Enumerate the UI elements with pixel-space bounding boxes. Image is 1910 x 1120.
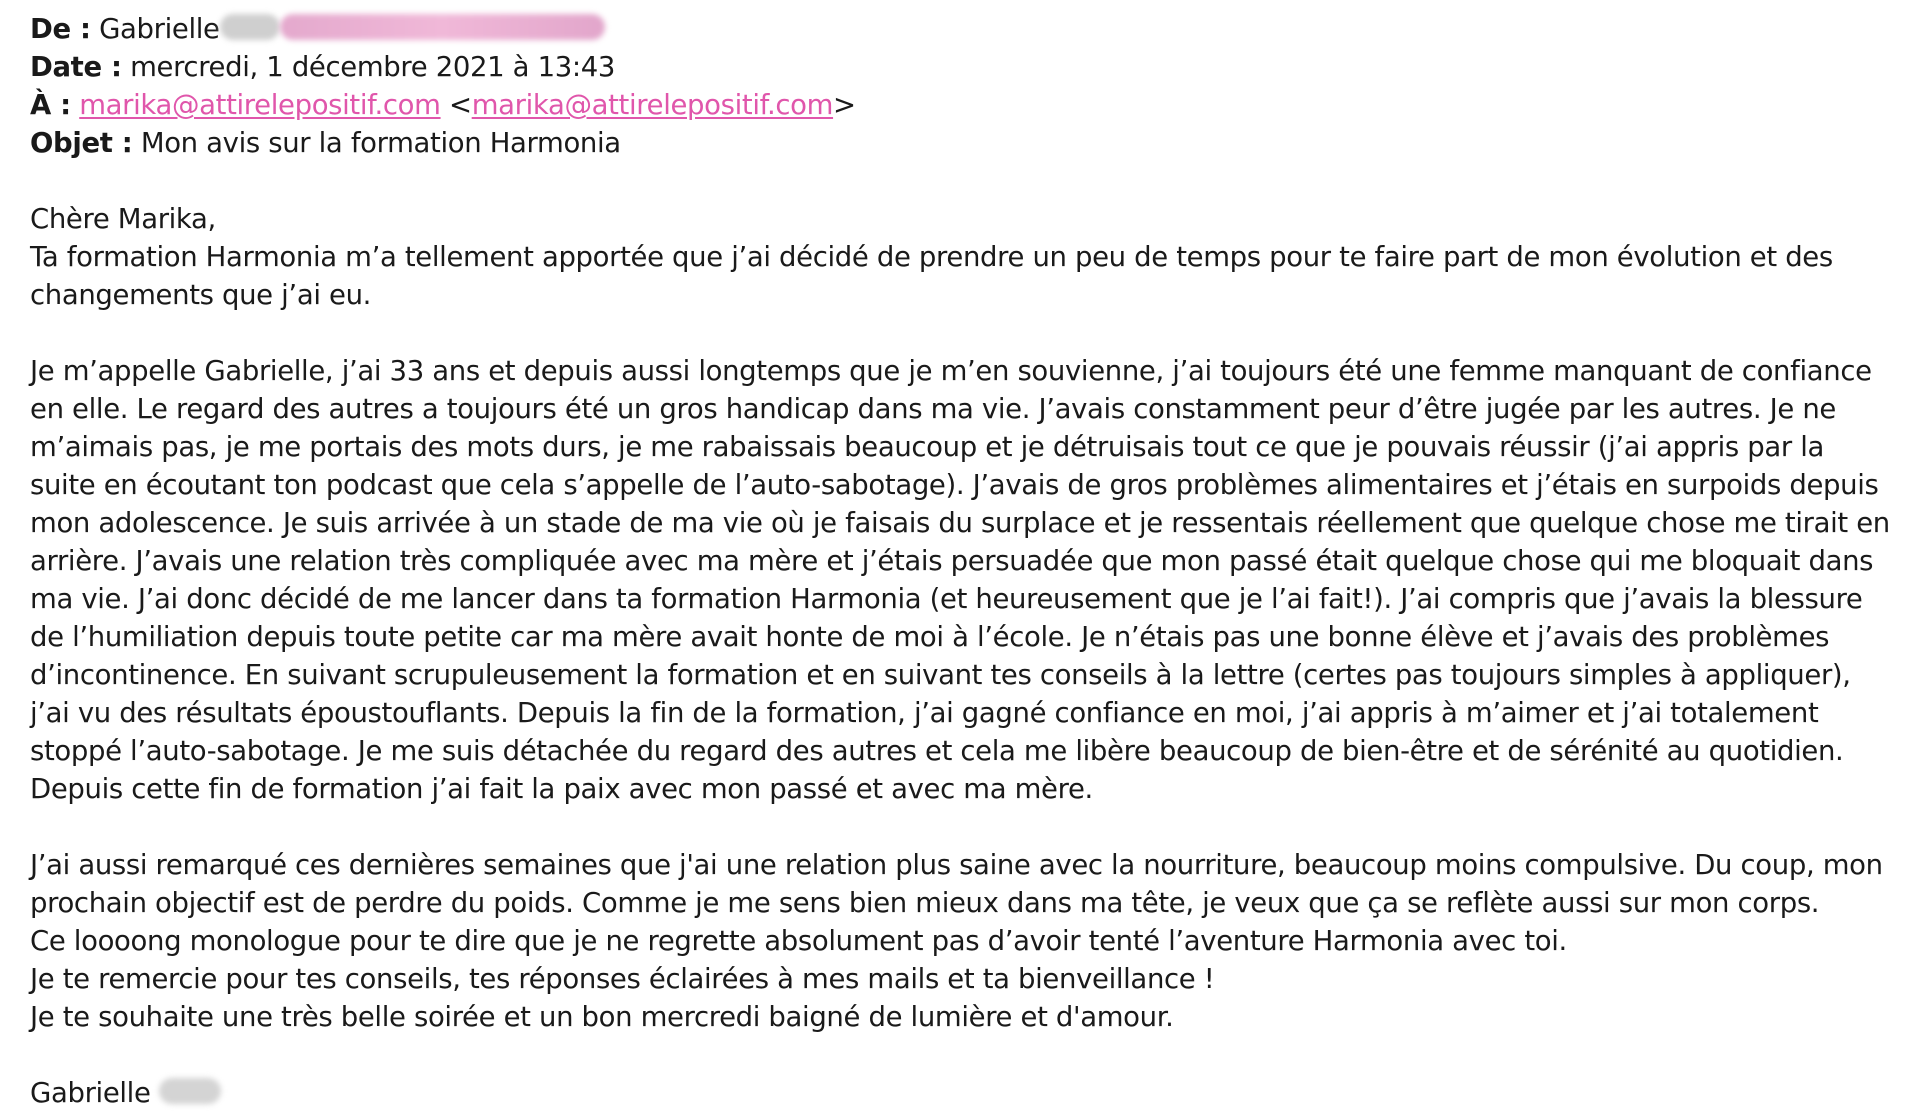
recipient-bracket-open: < <box>448 89 472 121</box>
date-label: Date : <box>30 51 122 83</box>
body-paragraph-1: Ta formation Harmonia m’a tellement apportée que j’ai décidé de prendre un peu de temps pour te faire part de mon évolution et des changements que j’ai eu. <box>30 241 1833 311</box>
body-paragraph-4: Ce loooong monologue pour te dire que je ne regrette absolument pas d’avoir tenté l’aventure Harmonia avec toi. <box>30 925 1567 957</box>
from-name: Gabrielle <box>99 13 220 45</box>
greeting: Chère Marika, <box>30 203 216 235</box>
to-label: À : <box>30 89 71 121</box>
spacer <box>30 808 1890 846</box>
spacer <box>30 314 1890 352</box>
subject-row <box>30 124 1890 162</box>
redacted-signature-surname <box>159 1078 221 1104</box>
recipient-email-link[interactable]: marika@attirelepositif.com <box>79 89 441 121</box>
redacted-sender-email <box>280 14 605 40</box>
body-paragraph-3: J’ai aussi remarqué ces dernières semaines que j'ai une relation plus saine avec la nourriture, beaucoup moins compulsive. Du coup, mon prochain objectif est de perdre du poids. Comme je me sens bien mieux dans ma tête, je veux que ça se reflète aussi sur mon corps. <box>30 849 1883 919</box>
recipient-bracket-close: > <box>833 89 856 121</box>
subject-label: Objet : <box>30 127 133 159</box>
signature-name: Gabrielle <box>30 1077 151 1109</box>
subject-value: Mon avis sur la formation Harmonia <box>140 127 621 159</box>
spacer <box>30 162 1890 200</box>
body-paragraph-2: Je m’appelle Gabrielle, j’ai 33 ans et depuis aussi longtemps que je m’en souvienne, j’ai toujours été une femme manquant de confiance en elle. Le regard des autres a toujours été un gros handicap dans ma vie. J’avais constamment peur d’être jugée par les autres. Je ne m’aimais pas, je me portais des mots durs, je me rabaissais beaucoup et je détruisais tout ce que je pouvais réussir (j’ai appris par la suite en écoutant ton podcast que cela s’appelle de l’auto-sabotage). J’avais de gros problèmes alimentaires et j’étais en surpoids depuis mon adolescence. Je suis arrivée à un stade de ma vie où je faisais du surplace et je ressentais réellement que quelque chose me tirait en arrière. J’avais une relation très compliquée avec ma mère et j’étais persuadée que mon passé était quelque chose qui me bloquait dans ma vie. J’ai donc décidé de me lancer dans ta formation Harmonia (et heureusement que je l’ai fait!). J’ai compris que j’avais la blessure de l’humiliation depuis toute petite car ma mère avait honte de moi à l’école. Je n’étais pas une bonne élève et j’avais des problèmes d’incontinence. En suivant scrupuleusement la formation et en suivant tes conseils à la lettre (certes pas toujours simples à appliquer), j’ai vu des résultats époustouflants. Depuis la fin de la formation, j’ai gagné confiance en moi, j’ai appris à m’aimer et j’ai totalement stoppé l’auto-sabotage. Je me suis détachée du regard des autres et cela me libère beaucoup de bien-être et de sérénité au quotidien. Depuis cette fin de formation j’ai fait la paix avec mon passé et avec ma mère. <box>30 355 1890 805</box>
date-row <box>30 48 1890 86</box>
signature <box>30 1074 1890 1112</box>
email-view <box>30 10 1890 1112</box>
from-label: De : <box>30 13 91 45</box>
from-row <box>30 10 1890 48</box>
body-paragraph-6: Je te souhaite une très belle soirée et un bon mercredi baigné de lumière et d'amour. <box>30 1001 1174 1033</box>
email-body <box>30 200 1890 1112</box>
redacted-surname <box>220 14 280 40</box>
to-row <box>30 86 1890 124</box>
recipient-email-bracketed-link[interactable]: marika@attirelepositif.com <box>471 89 834 121</box>
date-value: mercredi, 1 décembre 2021 à 13:43 <box>130 51 616 83</box>
body-paragraph-5: Je te remercie pour tes conseils, tes réponses éclairées à mes mails et ta bienveillance ! <box>30 963 1215 995</box>
spacer <box>30 1036 1890 1074</box>
